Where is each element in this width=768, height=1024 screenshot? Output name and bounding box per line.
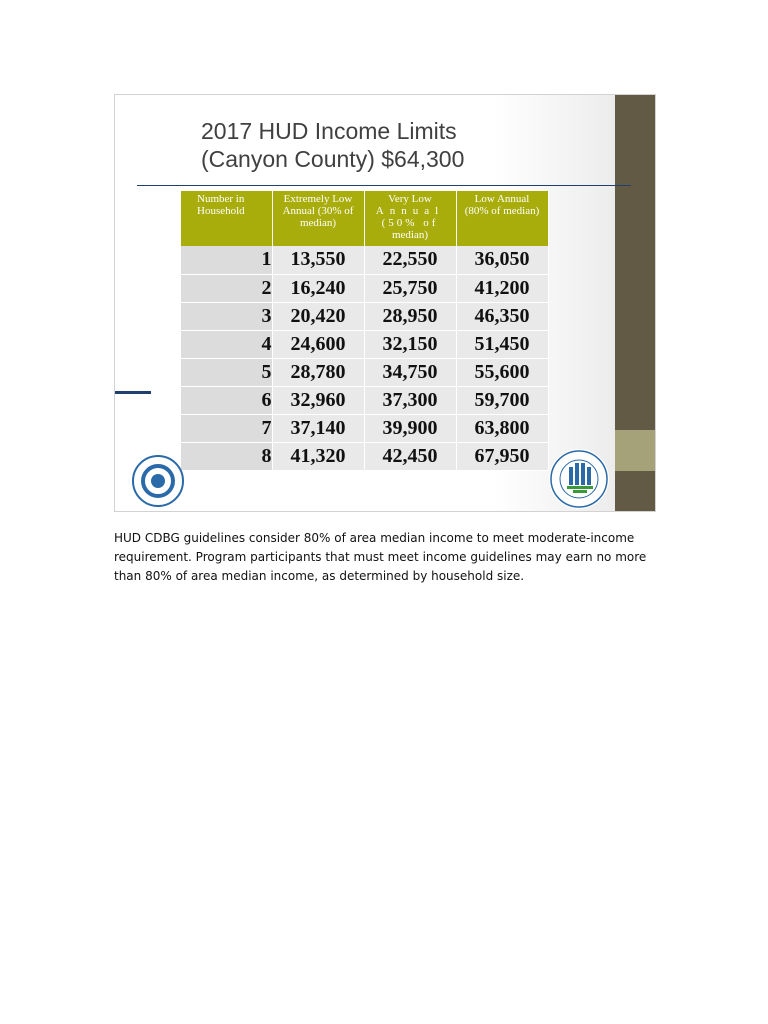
header-extremely-low-line2: Annual (30% of <box>282 205 354 217</box>
footnote-text: HUD CDBG guidelines consider 80% of area median income to meet moderate-income requirement. Program participants that must meet income guidelines may earn no more than 80% of area median income, as determined by household size. <box>114 531 647 583</box>
cell-very-low: 25,750 <box>364 274 456 302</box>
city-seal-icon <box>132 455 184 507</box>
table-row <box>181 414 548 442</box>
header-very-low-line3: (50% of <box>381 217 439 229</box>
table-row <box>181 386 548 414</box>
cell-low: 46,350 <box>456 302 548 330</box>
cell-household: 6 <box>181 386 272 414</box>
cell-low: 36,050 <box>456 246 548 274</box>
header-very-low <box>364 191 456 246</box>
table-row <box>181 302 548 330</box>
header-extremely-low-line3: median) <box>299 217 337 229</box>
cell-household: 1 <box>181 246 272 274</box>
cell-household: 3 <box>181 302 272 330</box>
header-very-low-line2: Annual <box>375 205 445 217</box>
cell-low: 67,950 <box>456 442 548 470</box>
slide-title <box>201 117 464 173</box>
cell-low: 41,200 <box>456 274 548 302</box>
cell-very-low: 39,900 <box>364 414 456 442</box>
title-line-1: 2017 HUD Income Limits <box>201 118 457 144</box>
header-low-line2: (80% of median) <box>464 205 540 217</box>
table-body <box>181 246 548 470</box>
table-row <box>181 330 548 358</box>
header-extremely-low <box>272 191 364 246</box>
cell-extremely-low: 41,320 <box>272 442 364 470</box>
cell-extremely-low: 20,420 <box>272 302 364 330</box>
header-low <box>456 191 548 246</box>
title-line-2: (Canyon County) $64,300 <box>201 146 465 172</box>
hud-seal-icon <box>549 449 609 509</box>
cell-extremely-low: 16,240 <box>272 274 364 302</box>
cell-household: 4 <box>181 330 272 358</box>
header-household-line1: Number in <box>197 193 245 205</box>
cell-household: 8 <box>181 442 272 470</box>
table-row <box>181 442 548 470</box>
cell-household: 7 <box>181 414 272 442</box>
cell-low: 51,450 <box>456 330 548 358</box>
left-accent-line <box>115 391 151 394</box>
cell-low: 63,800 <box>456 414 548 442</box>
table-row <box>181 358 548 386</box>
table-row <box>181 246 548 274</box>
cell-very-low: 22,550 <box>364 246 456 274</box>
side-bar-accent <box>615 430 656 471</box>
income-limits-table <box>181 191 549 471</box>
cell-low: 59,700 <box>456 386 548 414</box>
header-household <box>181 191 272 246</box>
header-low-line1: Low Annual <box>474 193 530 205</box>
slide <box>114 94 656 512</box>
cell-extremely-low: 24,600 <box>272 330 364 358</box>
header-very-low-line1: Very Low <box>388 193 432 205</box>
cell-extremely-low: 37,140 <box>272 414 364 442</box>
table-row <box>181 274 548 302</box>
cell-household: 2 <box>181 274 272 302</box>
cell-very-low: 32,150 <box>364 330 456 358</box>
city-seal-core <box>151 474 165 488</box>
cell-very-low: 34,750 <box>364 358 456 386</box>
title-divider <box>137 185 631 186</box>
cell-very-low: 42,450 <box>364 442 456 470</box>
cell-low: 55,600 <box>456 358 548 386</box>
header-household-line2: Household <box>197 205 245 217</box>
cell-very-low: 37,300 <box>364 386 456 414</box>
table-header-row <box>181 191 548 246</box>
cell-extremely-low: 28,780 <box>272 358 364 386</box>
header-very-low-line4: median) <box>391 229 429 241</box>
cell-extremely-low: 32,960 <box>272 386 364 414</box>
header-extremely-low-line1: Extremely Low <box>283 193 353 205</box>
cell-very-low: 28,950 <box>364 302 456 330</box>
cell-extremely-low: 13,550 <box>272 246 364 274</box>
cell-household: 5 <box>181 358 272 386</box>
hud-seal-graphic <box>549 449 609 509</box>
